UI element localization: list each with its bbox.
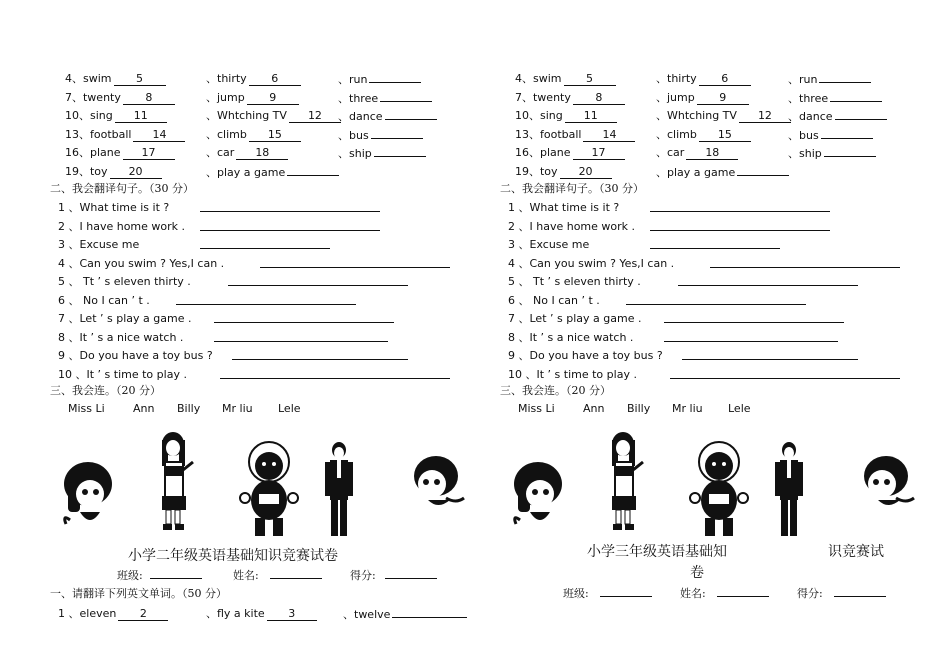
name-label: 姓名: bbox=[680, 587, 706, 600]
name-field bbox=[680, 585, 769, 601]
character-name: Billy bbox=[177, 402, 201, 415]
sentence-item bbox=[58, 273, 191, 289]
sentence-number: 3 、 bbox=[508, 238, 530, 251]
sentence-item bbox=[508, 273, 641, 289]
translation-blank[interactable] bbox=[232, 349, 408, 360]
sentence-item bbox=[58, 255, 224, 271]
class-field bbox=[563, 585, 652, 601]
vocab-word: 、thirty bbox=[656, 72, 697, 85]
answer-blank[interactable]: 18 bbox=[686, 147, 738, 160]
vocab-word: 10、sing bbox=[65, 109, 113, 122]
answer-blank[interactable]: 18 bbox=[236, 147, 288, 160]
name-blank[interactable] bbox=[717, 586, 769, 597]
sentence-text: No I can ’ t . bbox=[79, 293, 150, 307]
score-blank[interactable] bbox=[385, 568, 437, 579]
mr-liu-figure-icon bbox=[769, 440, 809, 540]
sentence-item bbox=[508, 255, 674, 271]
sentence-text: I have home work . bbox=[79, 219, 186, 233]
translation-blank[interactable] bbox=[214, 312, 394, 323]
sentence-text: It ’ s a nice watch . bbox=[529, 330, 634, 344]
sentence-item bbox=[508, 310, 641, 326]
character-name: Mr liu bbox=[672, 402, 703, 415]
vocab-item bbox=[58, 605, 168, 621]
translation-blank[interactable] bbox=[678, 275, 858, 286]
sentence-number: 8 、 bbox=[58, 330, 80, 344]
vocab-word: 16、plane bbox=[65, 146, 121, 159]
translation-blank[interactable] bbox=[710, 257, 900, 268]
vocab-item bbox=[206, 163, 339, 180]
answer-blank[interactable]: 20 bbox=[560, 166, 612, 179]
score-field bbox=[350, 567, 437, 583]
answer-blank[interactable]: 9 bbox=[247, 92, 299, 105]
sentence-text: Tt ’ s eleven thirty . bbox=[79, 275, 191, 288]
sentence-text: Can you swim ? Yes,I can . bbox=[529, 256, 675, 270]
vocab-item bbox=[65, 126, 185, 142]
vocab-word: 4、swim bbox=[515, 72, 562, 85]
vocab-word: 1 、eleven bbox=[58, 607, 117, 620]
vocab-item bbox=[206, 70, 301, 86]
vocab-word: 、twelve bbox=[343, 608, 391, 621]
answer-blank[interactable]: 9 bbox=[697, 92, 749, 105]
translation-blank[interactable] bbox=[682, 349, 858, 360]
left-exam-page bbox=[0, 0, 460, 671]
sentence-number: 1 、 bbox=[58, 201, 80, 214]
answer-blank[interactable]: 3 bbox=[267, 608, 317, 621]
translation-blank[interactable] bbox=[200, 220, 380, 231]
answer-blank[interactable]: 6 bbox=[699, 73, 751, 86]
answer-blank[interactable] bbox=[819, 70, 871, 83]
vocab-word: 、car bbox=[206, 146, 235, 159]
character-name: Miss Li bbox=[68, 402, 105, 415]
answer-blank[interactable] bbox=[824, 144, 876, 157]
vocab-word: 、Whtching TV bbox=[206, 109, 287, 122]
sentence-text: Tt ’ s eleven thirty . bbox=[529, 275, 641, 288]
answer-blank[interactable] bbox=[371, 126, 423, 139]
character-name: Ann bbox=[583, 402, 605, 415]
vocab-item bbox=[788, 70, 871, 87]
vocab-word: 、play a game bbox=[656, 165, 736, 179]
answer-blank[interactable]: 6 bbox=[249, 73, 301, 86]
score-label: 得分: bbox=[797, 587, 823, 600]
vocab-item bbox=[656, 70, 751, 86]
translation-blank[interactable] bbox=[200, 201, 380, 212]
translation-blank[interactable] bbox=[260, 257, 450, 268]
sentence-number: 1 、 bbox=[508, 201, 530, 214]
vocab-item bbox=[656, 107, 791, 123]
sentence-number: 10 、 bbox=[508, 367, 537, 381]
class-label: 班级: bbox=[117, 569, 143, 582]
sentence-item bbox=[508, 366, 637, 382]
answer-blank[interactable]: 5 bbox=[114, 73, 166, 86]
answer-blank[interactable] bbox=[835, 107, 887, 120]
answer-blank[interactable]: 15 bbox=[249, 129, 301, 142]
sentence-item bbox=[508, 329, 633, 345]
vocab-item bbox=[656, 89, 749, 105]
sentence-text: Can you swim ? Yes,I can . bbox=[79, 256, 225, 270]
vocab-item bbox=[65, 163, 162, 179]
section1-heading: 一、请翻译下列英文单词。（50 分） bbox=[50, 587, 227, 600]
vocab-word: 、climb bbox=[206, 127, 247, 141]
sentence-text: Do you have a toy bus ? bbox=[79, 349, 213, 362]
translation-blank[interactable] bbox=[200, 238, 330, 249]
section3-heading: 三、我会连。（20 分） bbox=[50, 384, 161, 397]
miss-li-figure-icon bbox=[603, 430, 647, 532]
vocab-word: 、climb bbox=[656, 127, 697, 141]
vocab-item bbox=[338, 107, 437, 124]
vocab-word: 4、swim bbox=[65, 72, 112, 85]
ann-figure-icon bbox=[58, 452, 122, 532]
sentence-text: Let ’ s play a game . bbox=[529, 312, 642, 325]
vocab-word: 、thirty bbox=[206, 72, 247, 85]
answer-blank[interactable] bbox=[287, 163, 339, 176]
vocab-word: 、Whtching TV bbox=[656, 109, 737, 122]
sentence-number: 6 、 bbox=[508, 293, 530, 307]
vocab-word: 、play a game bbox=[206, 165, 286, 179]
billy-figure-icon bbox=[233, 440, 305, 540]
sentence-number: 4 、 bbox=[58, 256, 80, 270]
vocab-item bbox=[788, 144, 876, 161]
class-blank[interactable] bbox=[150, 568, 202, 579]
vocab-word: 、three bbox=[338, 91, 379, 105]
vocab-word: 13、football bbox=[515, 127, 582, 141]
vocab-word: 、dance bbox=[788, 110, 833, 123]
sentence-number: 7 、 bbox=[58, 312, 80, 325]
character-name: Ann bbox=[133, 402, 155, 415]
answer-blank[interactable] bbox=[737, 163, 789, 176]
vocab-word: 10、sing bbox=[515, 109, 563, 122]
sentence-number: 3 、 bbox=[58, 238, 80, 251]
answer-blank[interactable] bbox=[830, 89, 882, 102]
exam-title-part2: 识竞赛试 bbox=[828, 544, 884, 560]
sentence-text: No I can ’ t . bbox=[529, 293, 600, 307]
answer-blank[interactable]: 14 bbox=[133, 129, 185, 142]
sentence-item bbox=[508, 236, 589, 252]
vocab-item bbox=[338, 70, 421, 87]
translation-blank[interactable] bbox=[228, 275, 408, 286]
sentence-number: 5 、 bbox=[58, 275, 80, 288]
score-label: 得分: bbox=[350, 569, 376, 582]
sentence-number: 2 、 bbox=[508, 219, 530, 233]
sentence-item bbox=[58, 236, 139, 252]
vocab-item bbox=[788, 107, 887, 124]
sentence-number: 5 、 bbox=[508, 275, 530, 288]
class-field bbox=[117, 567, 202, 583]
answer-blank[interactable]: 17 bbox=[123, 147, 175, 160]
sentence-text: Excuse me bbox=[79, 238, 140, 251]
answer-blank[interactable]: 11 bbox=[565, 110, 617, 123]
translation-blank[interactable] bbox=[670, 368, 900, 379]
vocab-word: 16、plane bbox=[515, 146, 571, 159]
sentence-item bbox=[58, 310, 191, 326]
translation-blank[interactable] bbox=[214, 331, 388, 342]
exam-title-part3: 卷 bbox=[690, 565, 704, 581]
answer-blank[interactable]: 11 bbox=[115, 110, 167, 123]
vocab-item bbox=[206, 89, 299, 105]
vocab-word: 、run bbox=[338, 73, 368, 86]
sentence-item bbox=[508, 218, 635, 234]
translation-blank[interactable] bbox=[664, 331, 838, 342]
vocab-item bbox=[656, 126, 751, 142]
answer-blank[interactable] bbox=[385, 107, 437, 120]
character-name: Mr liu bbox=[222, 402, 253, 415]
name-blank[interactable] bbox=[270, 568, 322, 579]
vocab-item bbox=[515, 144, 625, 160]
translation-blank[interactable] bbox=[650, 201, 830, 212]
translation-blank[interactable] bbox=[650, 220, 830, 231]
vocab-word: 7、twenty bbox=[65, 90, 121, 104]
answer-blank[interactable]: 20 bbox=[110, 166, 162, 179]
name-field bbox=[233, 567, 322, 583]
ann-figure-icon bbox=[508, 452, 572, 532]
score-blank[interactable] bbox=[834, 586, 886, 597]
mr-liu-figure-icon bbox=[319, 440, 359, 540]
answer-blank[interactable]: 15 bbox=[699, 129, 751, 142]
sentence-number: 2 、 bbox=[58, 219, 80, 233]
translation-blank[interactable] bbox=[626, 294, 806, 305]
name-label: 姓名: bbox=[233, 569, 259, 582]
sentence-item bbox=[58, 218, 185, 234]
vocab-item bbox=[338, 126, 423, 143]
answer-blank[interactable] bbox=[369, 70, 421, 83]
vocab-word: 、dance bbox=[338, 110, 383, 123]
sentence-text: It ’ s time to play . bbox=[536, 367, 637, 381]
answer-blank[interactable]: 8 bbox=[573, 92, 625, 105]
exam-title-part1: 小学三年级英语基础知 bbox=[587, 544, 727, 560]
vocab-item bbox=[515, 70, 616, 86]
lele-figure-icon bbox=[860, 452, 916, 514]
vocab-item bbox=[343, 605, 467, 622]
section2-heading: 二、我会翻译句子。（30 分） bbox=[50, 182, 194, 195]
character-name: Miss Li bbox=[518, 402, 555, 415]
translation-blank[interactable] bbox=[650, 238, 780, 249]
sentence-number: 8 、 bbox=[508, 330, 530, 344]
sentence-text: I have home work . bbox=[529, 219, 636, 233]
sentence-number: 9 、 bbox=[508, 349, 530, 362]
answer-blank[interactable] bbox=[821, 126, 873, 139]
vocab-word: 、three bbox=[788, 91, 829, 105]
billy-figure-icon bbox=[683, 440, 755, 540]
vocab-word: 7、twenty bbox=[515, 90, 571, 104]
sentence-item bbox=[58, 347, 213, 363]
vocab-item bbox=[65, 70, 166, 86]
vocab-item bbox=[788, 126, 873, 143]
sentence-text: It ’ s a nice watch . bbox=[79, 330, 184, 344]
sentence-number: 10 、 bbox=[58, 367, 87, 381]
vocab-item bbox=[515, 163, 612, 179]
character-name: Lele bbox=[278, 402, 301, 415]
exam-title: 小学二年级英语基础知识竞赛试卷 bbox=[128, 548, 338, 564]
sentence-text: What time is it ? bbox=[529, 201, 620, 214]
sentence-item bbox=[508, 199, 619, 215]
character-name: Billy bbox=[627, 402, 651, 415]
section2-heading: 二、我会翻译句子。（30 分） bbox=[500, 182, 644, 195]
vocab-item bbox=[206, 144, 288, 160]
sentence-number: 7 、 bbox=[508, 312, 530, 325]
answer-blank[interactable]: 17 bbox=[573, 147, 625, 160]
answer-blank[interactable]: 5 bbox=[564, 73, 616, 86]
sentence-item bbox=[58, 292, 150, 308]
vocab-item bbox=[338, 89, 432, 106]
vocab-item bbox=[206, 126, 301, 142]
vocab-word: 、ship bbox=[788, 147, 822, 160]
answer-blank[interactable]: 12 bbox=[739, 110, 791, 123]
sentence-text: Let ’ s play a game . bbox=[79, 312, 192, 325]
vocab-word: 、car bbox=[656, 146, 685, 159]
vocab-item bbox=[65, 107, 167, 123]
vocab-word: 13、football bbox=[65, 127, 132, 141]
sentence-item bbox=[508, 347, 663, 363]
vocab-word: 19、toy bbox=[515, 164, 558, 178]
vocab-item bbox=[656, 144, 738, 160]
answer-blank[interactable]: 8 bbox=[123, 92, 175, 105]
character-name: Lele bbox=[728, 402, 751, 415]
sentence-number: 6 、 bbox=[58, 293, 80, 307]
sentence-number: 4 、 bbox=[508, 256, 530, 270]
vocab-item bbox=[515, 107, 617, 123]
sentence-text: It ’ s time to play . bbox=[86, 367, 187, 381]
vocab-item bbox=[515, 89, 625, 105]
miss-li-figure-icon bbox=[153, 430, 197, 532]
sentence-text: Excuse me bbox=[529, 238, 590, 251]
vocab-item bbox=[338, 144, 426, 161]
vocab-item bbox=[206, 107, 341, 123]
sentence-item bbox=[508, 292, 600, 308]
sentence-number: 9 、 bbox=[58, 349, 80, 362]
vocab-word: 、jump bbox=[656, 90, 695, 104]
vocab-item bbox=[515, 126, 635, 142]
score-field bbox=[797, 585, 886, 601]
vocab-item bbox=[65, 89, 175, 105]
class-blank[interactable] bbox=[600, 586, 652, 597]
vocab-item bbox=[65, 144, 175, 160]
answer-blank[interactable] bbox=[374, 144, 426, 157]
class-label: 班级: bbox=[563, 587, 589, 600]
translation-blank[interactable] bbox=[664, 312, 844, 323]
vocab-word: 、jump bbox=[206, 90, 245, 104]
vocab-word: 、fly a kite bbox=[206, 607, 265, 620]
answer-blank[interactable]: 14 bbox=[583, 129, 635, 142]
right-exam-page bbox=[450, 0, 910, 671]
vocab-word: 19、toy bbox=[65, 164, 108, 178]
vocab-item bbox=[656, 163, 789, 180]
vocab-word: 、ship bbox=[338, 147, 372, 160]
translation-blank[interactable] bbox=[220, 368, 450, 379]
vocab-word: 、bus bbox=[788, 128, 819, 142]
sentence-text: What time is it ? bbox=[79, 201, 170, 214]
sentence-text: Do you have a toy bus ? bbox=[529, 349, 663, 362]
answer-blank[interactable]: 2 bbox=[118, 608, 168, 621]
answer-blank[interactable]: 12 bbox=[289, 110, 341, 123]
sentence-item bbox=[58, 199, 169, 215]
sentence-item bbox=[58, 366, 187, 382]
vocab-word: 、run bbox=[788, 73, 818, 86]
translation-blank[interactable] bbox=[176, 294, 356, 305]
vocab-item bbox=[788, 89, 882, 106]
vocab-word: 、bus bbox=[338, 128, 369, 142]
answer-blank[interactable] bbox=[380, 89, 432, 102]
sentence-item bbox=[58, 329, 183, 345]
vocab-item bbox=[206, 605, 317, 621]
section3-heading: 三、我会连。（20 分） bbox=[500, 384, 611, 397]
